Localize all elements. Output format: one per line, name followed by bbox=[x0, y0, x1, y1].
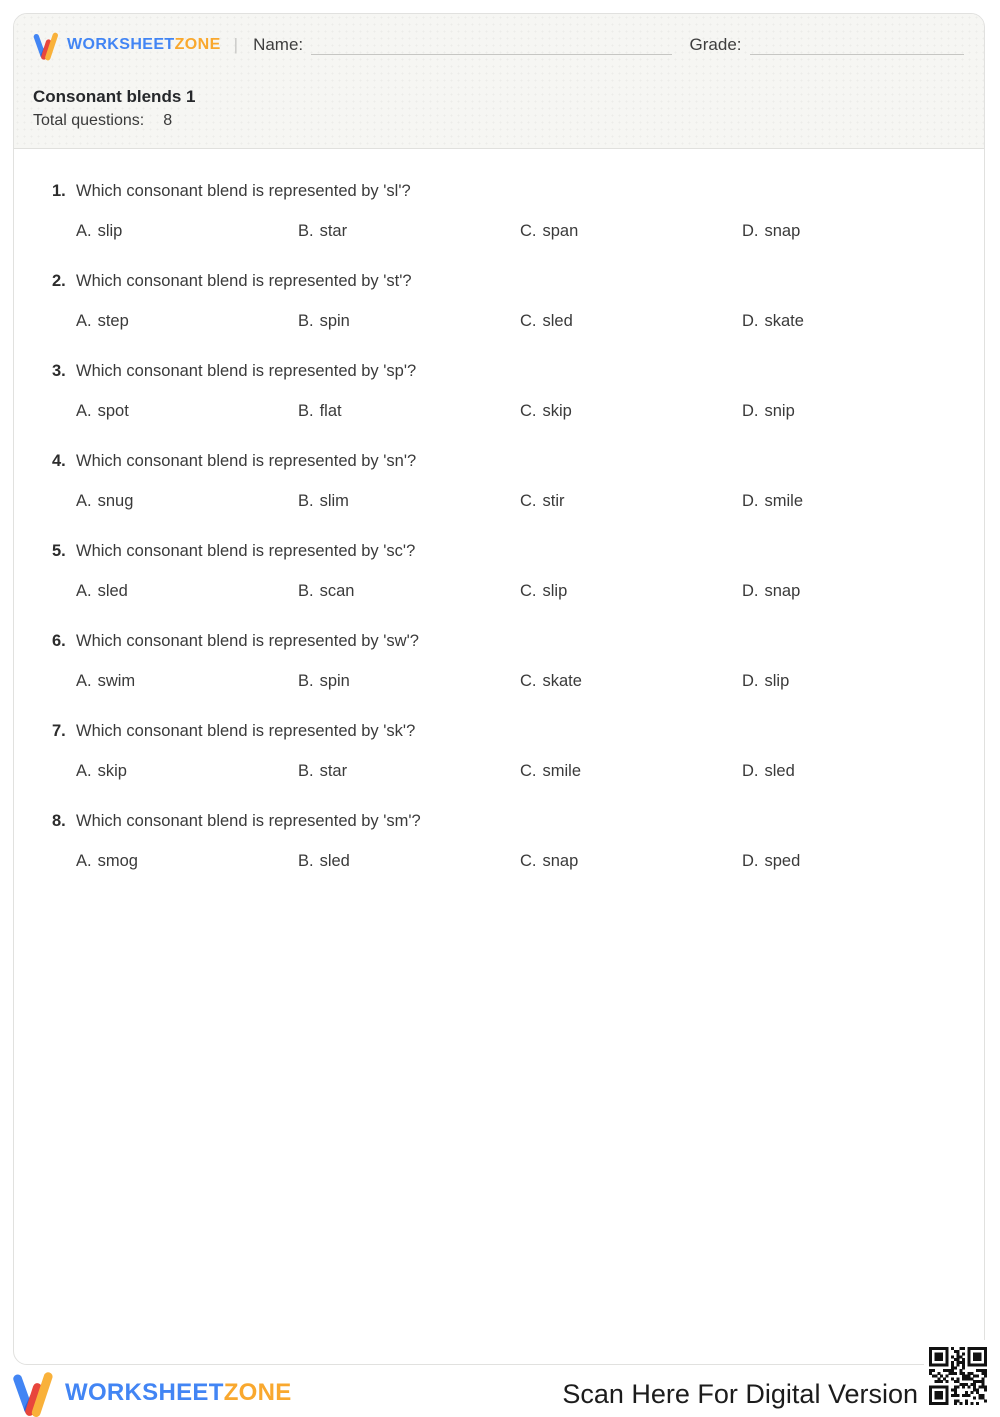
option bbox=[76, 760, 298, 782]
option bbox=[298, 670, 520, 692]
scan-here-text: Scan Here For Digital Version bbox=[562, 1379, 918, 1409]
question-text: Which consonant blend is represented by 'sm'? bbox=[76, 812, 421, 830]
option-letter: A. bbox=[76, 402, 92, 420]
option-text: snip bbox=[764, 402, 795, 420]
option bbox=[520, 490, 742, 512]
option-letter: C. bbox=[520, 582, 537, 600]
option-letter: B. bbox=[298, 672, 314, 690]
options-row bbox=[52, 580, 962, 602]
header-row bbox=[33, 30, 964, 60]
option-text: skip bbox=[542, 402, 572, 420]
question-number: 4. bbox=[52, 452, 66, 470]
option bbox=[298, 490, 520, 512]
option-letter: B. bbox=[298, 852, 314, 870]
option-text: star bbox=[319, 762, 348, 780]
worksheet-card bbox=[13, 13, 985, 1365]
option-letter: D. bbox=[742, 852, 759, 870]
option-text: spin bbox=[319, 312, 350, 330]
options-row bbox=[52, 850, 962, 872]
option-text: flat bbox=[319, 402, 342, 420]
qr-code bbox=[924, 1340, 992, 1412]
option-text: swim bbox=[97, 672, 136, 690]
option-text: sped bbox=[764, 852, 801, 870]
name-label: Name: bbox=[253, 35, 304, 54]
option-text: skate bbox=[764, 312, 804, 330]
option bbox=[742, 310, 964, 332]
option-letter: B. bbox=[298, 312, 314, 330]
option-letter: A. bbox=[76, 312, 92, 330]
option bbox=[742, 220, 964, 242]
option-letter: B. bbox=[298, 492, 314, 510]
question-number: 1. bbox=[52, 182, 66, 200]
option-letter: A. bbox=[76, 762, 92, 780]
option-text: star bbox=[319, 222, 348, 240]
question-item bbox=[52, 630, 962, 692]
option bbox=[76, 310, 298, 332]
option-letter: C. bbox=[520, 402, 537, 420]
option-letter: C. bbox=[520, 222, 537, 240]
option bbox=[742, 400, 964, 422]
option bbox=[520, 220, 742, 242]
option-text: sled bbox=[764, 762, 795, 780]
option bbox=[520, 310, 742, 332]
option-letter: C. bbox=[520, 852, 537, 870]
option-text: slim bbox=[319, 492, 349, 510]
option bbox=[76, 400, 298, 422]
grade-label: Grade: bbox=[689, 35, 742, 54]
option-text: smog bbox=[97, 852, 138, 870]
option-letter: A. bbox=[76, 852, 92, 870]
total-questions-label: Total questions: bbox=[33, 112, 145, 129]
option-text: smile bbox=[542, 762, 582, 780]
option-text: spot bbox=[97, 402, 129, 420]
option bbox=[520, 580, 742, 602]
option bbox=[742, 850, 964, 872]
option-text: sled bbox=[97, 582, 128, 600]
worksheetzone-logo-icon bbox=[33, 30, 60, 61]
question-number: 8. bbox=[52, 812, 66, 830]
question-line bbox=[52, 720, 962, 742]
worksheetzone-wordmark: WORKSHEETZONE bbox=[67, 36, 221, 53]
question-number: 2. bbox=[52, 272, 66, 290]
options-row bbox=[52, 400, 962, 422]
option bbox=[742, 760, 964, 782]
total-questions-value: 8 bbox=[163, 112, 173, 129]
name-line bbox=[311, 54, 671, 55]
question-text: Which consonant blend is represented by 'st'? bbox=[76, 272, 412, 290]
option-letter: C. bbox=[520, 672, 537, 690]
option bbox=[76, 490, 298, 512]
option-text: scan bbox=[319, 582, 355, 600]
option bbox=[76, 670, 298, 692]
option bbox=[76, 850, 298, 872]
question-item bbox=[52, 540, 962, 602]
question-line bbox=[52, 180, 962, 202]
options-row bbox=[52, 310, 962, 332]
question-line bbox=[52, 630, 962, 652]
worksheetzone-logo bbox=[33, 30, 221, 61]
option-text: span bbox=[542, 222, 579, 240]
question-item bbox=[52, 180, 962, 242]
option-letter: D. bbox=[742, 402, 759, 420]
question-number: 5. bbox=[52, 542, 66, 560]
option-letter: A. bbox=[76, 492, 92, 510]
option-text: spin bbox=[319, 672, 350, 690]
header-separator: | bbox=[233, 35, 239, 54]
option-letter: A. bbox=[76, 222, 92, 240]
question-item bbox=[52, 450, 962, 512]
option-text: slip bbox=[97, 222, 123, 240]
option bbox=[298, 310, 520, 332]
option-letter: D. bbox=[742, 222, 759, 240]
options-row bbox=[52, 490, 962, 512]
option-text: snap bbox=[764, 582, 801, 600]
option-letter: C. bbox=[520, 312, 537, 330]
question-line bbox=[52, 810, 962, 832]
option-text: smile bbox=[764, 492, 804, 510]
option bbox=[298, 760, 520, 782]
question-line bbox=[52, 540, 962, 562]
options-row bbox=[52, 760, 962, 782]
option-letter: B. bbox=[298, 402, 314, 420]
worksheet-header bbox=[14, 14, 984, 149]
option bbox=[742, 580, 964, 602]
option-letter: D. bbox=[742, 312, 759, 330]
questions-list bbox=[14, 149, 984, 872]
option-text: sled bbox=[319, 852, 350, 870]
question-line bbox=[52, 270, 962, 292]
question-line bbox=[52, 450, 962, 472]
question-item bbox=[52, 360, 962, 422]
question-line bbox=[52, 360, 962, 382]
option bbox=[520, 400, 742, 422]
total-questions-row bbox=[33, 112, 964, 130]
question-number: 6. bbox=[52, 632, 66, 650]
worksheet-title: Consonant blends 1 bbox=[33, 87, 196, 106]
option bbox=[298, 220, 520, 242]
option-letter: B. bbox=[298, 222, 314, 240]
footer-worksheetzone-logo bbox=[12, 1369, 292, 1417]
option-letter: C. bbox=[520, 762, 537, 780]
question-item bbox=[52, 270, 962, 332]
question-text: Which consonant blend is represented by 'sk'? bbox=[76, 722, 416, 740]
question-text: Which consonant blend is represented by 'sw'? bbox=[76, 632, 419, 650]
option-text: stir bbox=[542, 492, 565, 510]
option-letter: B. bbox=[298, 582, 314, 600]
option-text: sled bbox=[542, 312, 573, 330]
options-row bbox=[52, 670, 962, 692]
option-letter: A. bbox=[76, 582, 92, 600]
option-letter: C. bbox=[520, 492, 537, 510]
question-number: 3. bbox=[52, 362, 66, 380]
question-text: Which consonant blend is represented by 'sc'? bbox=[76, 542, 416, 560]
option-letter: B. bbox=[298, 762, 314, 780]
option-letter: D. bbox=[742, 762, 759, 780]
options-row bbox=[52, 220, 962, 242]
option-letter: D. bbox=[742, 672, 759, 690]
option-text: skip bbox=[97, 762, 127, 780]
option bbox=[298, 400, 520, 422]
option-text: skate bbox=[542, 672, 582, 690]
option-text: slip bbox=[542, 582, 568, 600]
option-text: snug bbox=[97, 492, 134, 510]
worksheetzone-wordmark: WORKSHEETZONE bbox=[65, 1379, 292, 1406]
option bbox=[298, 580, 520, 602]
option bbox=[742, 490, 964, 512]
option bbox=[76, 220, 298, 242]
question-item bbox=[52, 810, 962, 872]
worksheetzone-logo-icon bbox=[12, 1369, 56, 1417]
option-text: snap bbox=[764, 222, 801, 240]
question-text: Which consonant blend is represented by 'sl'? bbox=[76, 182, 411, 200]
option bbox=[520, 670, 742, 692]
question-text: Which consonant blend is represented by 'sn'? bbox=[76, 452, 417, 470]
option bbox=[520, 760, 742, 782]
question-item bbox=[52, 720, 962, 782]
option-text: snap bbox=[542, 852, 579, 870]
option-letter: A. bbox=[76, 672, 92, 690]
option-text: step bbox=[97, 312, 129, 330]
option bbox=[76, 580, 298, 602]
option-letter: D. bbox=[742, 492, 759, 510]
option bbox=[742, 670, 964, 692]
option-text: slip bbox=[764, 672, 790, 690]
option bbox=[298, 850, 520, 872]
option-letter: D. bbox=[742, 582, 759, 600]
question-number: 7. bbox=[52, 722, 66, 740]
grade-line bbox=[750, 54, 964, 55]
option bbox=[520, 850, 742, 872]
question-text: Which consonant blend is represented by 'sp'? bbox=[76, 362, 417, 380]
